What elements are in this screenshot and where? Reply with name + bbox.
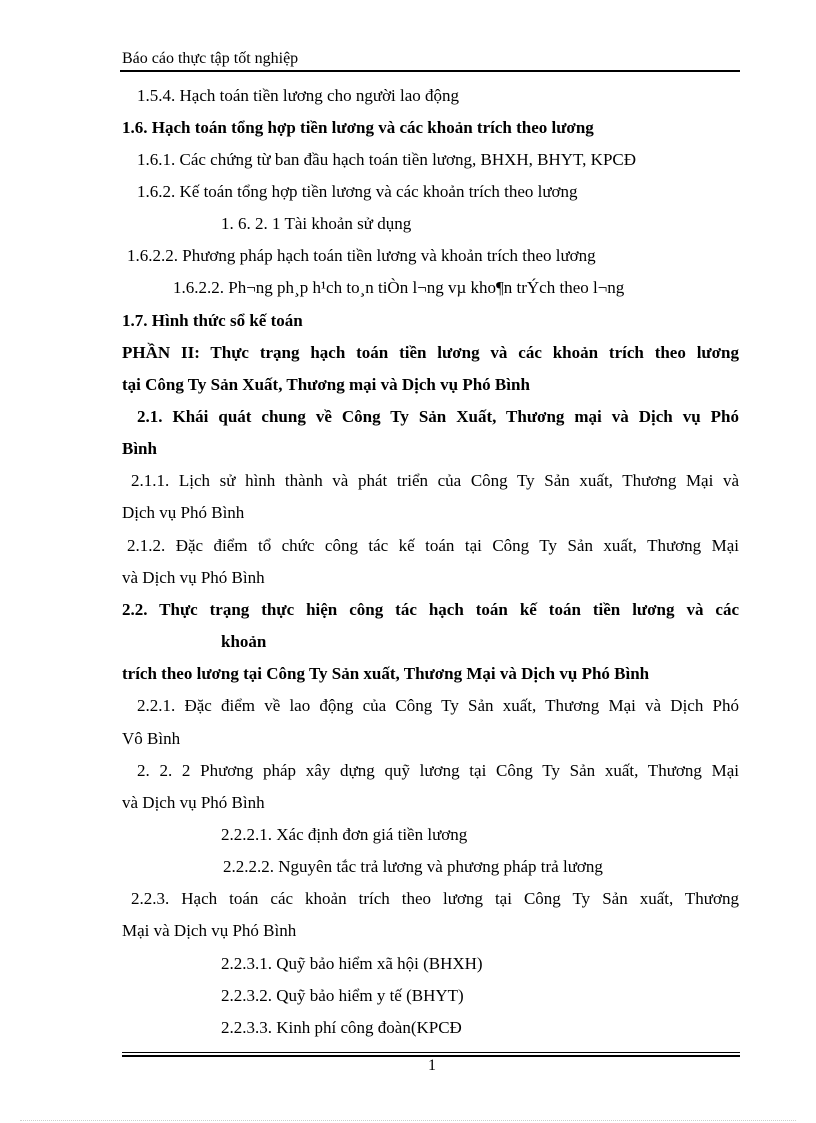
- toc-line: Dịch vụ Phó Bình: [122, 503, 245, 522]
- toc-line: Bình: [122, 439, 157, 458]
- page-number: 1: [428, 1057, 436, 1074]
- header-rule: [120, 70, 740, 72]
- toc-line: 2.1.1. Lịch sử hình thành và phát triển của Công Ty Sản xuất, Thương Mại và: [131, 471, 739, 490]
- toc-line: Mại và Dịch vụ Phó Bình: [122, 921, 297, 940]
- toc-line: và Dịch vụ Phó Bình: [122, 568, 265, 587]
- toc-line: trích theo lương tại Công Ty Sản xuất, Thương Mại và Dịch vụ Phó Bình: [122, 664, 650, 683]
- toc-line: PHẦN II: Thực trạng hạch toán tiền lương và các khoản trích theo lương: [122, 343, 739, 362]
- toc-line: tại Công Ty Sản Xuất, Thương mại và Dịch vụ Phó Bình: [122, 375, 530, 394]
- toc-line: 2.2.3.1. Quỹ bảo hiểm xã hội (BHXH): [221, 954, 483, 973]
- toc-line: 2.2.2.1. Xác định đơn giá tiền lương: [221, 825, 468, 844]
- toc-line: 2.2.1. Đặc điểm về lao động của Công Ty Sản xuất, Thương Mại và Dịch Phó: [137, 696, 739, 715]
- page-edge-divider: [20, 1120, 796, 1121]
- toc-line: 1.6.1. Các chứng từ ban đầu hạch toán tiền lương, BHXH, BHYT, KPCĐ: [137, 150, 637, 169]
- toc-line: 1.6.2. Kế toán tổng hợp tiền lương và các khoản trích theo lương: [137, 182, 578, 201]
- toc-line: 2. 2. 2 Phương pháp xây dựng quỹ lương tại Công Ty Sản xuất, Thương Mại: [137, 761, 739, 780]
- toc-line: 1.6.2.2. Phương pháp hạch toán tiền lương và khoản trích theo lương: [127, 246, 596, 265]
- toc-line: 1.6. Hạch toán tổng hợp tiền lương và các khoản trích theo lương: [122, 118, 594, 137]
- footer-rule: [122, 1052, 740, 1053]
- toc-line: khoản: [221, 632, 267, 651]
- toc-line: 2.2.3. Hạch toán các khoản trích theo lương tại Công Ty Sản xuất, Thương: [131, 889, 739, 908]
- toc-line: và Dịch vụ Phó Bình: [122, 793, 265, 812]
- toc-line: 2.1. Khái quát chung về Công Ty Sản Xuất, Thương mại và Dịch vụ Phó: [137, 407, 739, 426]
- toc-line: 1.5.4. Hạch toán tiền lương cho người lao động: [137, 86, 460, 105]
- toc-line: 2.2.3.3. Kinh phí công đoàn(KPCĐ: [221, 1018, 462, 1037]
- toc-line: 2.2.2.2. Nguyên tắc trả lương và phương pháp trả lương: [223, 857, 603, 876]
- toc-line: 1.7. Hình thức sổ kế toán: [122, 311, 303, 330]
- toc-line: Vô Bình: [122, 729, 181, 748]
- report-title: Báo cáo thực tập tốt nghiệp: [122, 50, 299, 67]
- toc-line: 2.1.2. Đặc điểm tổ chức công tác kế toán tại Công Ty Sản xuất, Thương Mại: [127, 536, 739, 555]
- toc-line: 2.2. Thực trạng thực hiện công tác hạch toán kế toán tiền lương và các: [122, 600, 739, 619]
- toc-line: 1.6.2.2. Ph¬ng ph¸p h¹ch to¸n tiÒn l¬ng vµ kho¶n trÝch theo l¬ng: [173, 278, 625, 297]
- toc-line: 2.2.3.2. Quỹ bảo hiểm y tế (BHYT): [221, 986, 464, 1005]
- toc-line: 1. 6. 2. 1 Tài khoản sử dụng: [221, 214, 412, 233]
